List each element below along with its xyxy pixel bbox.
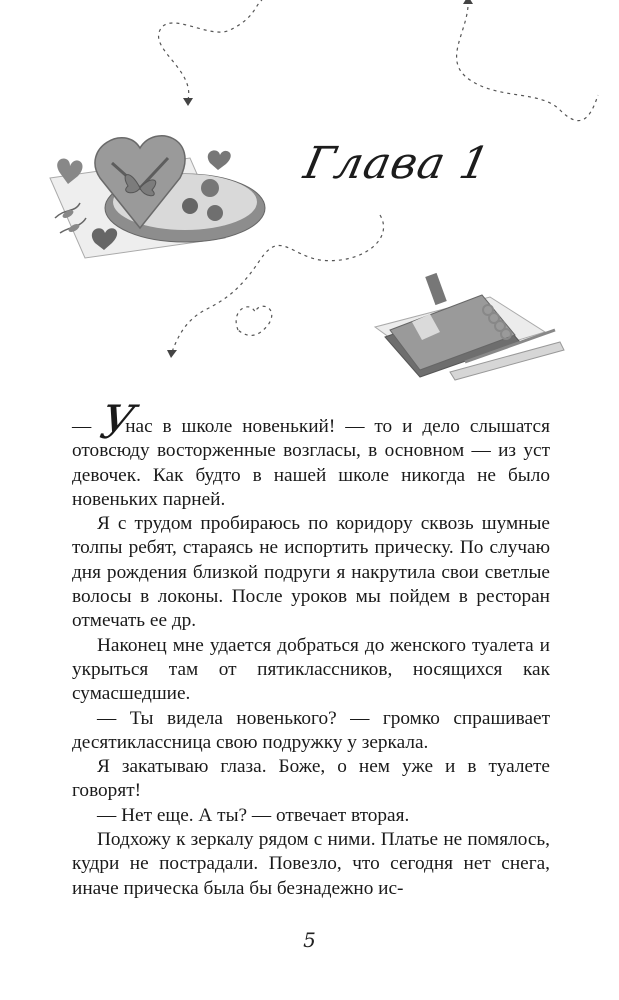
page-number: 5 xyxy=(303,928,316,952)
paragraph-5: Я закатываю глаза. Боже, о нем уже и в туалете говорят! xyxy=(72,756,550,802)
chapter-body xyxy=(72,395,550,901)
chapter-title: Глава 1 xyxy=(299,138,495,189)
paragraph-1-text: нас в школе новенький! — то и дело слышатся отовсюду восторженные возгласы, в основном — из уст девочек. Как будто в нашей школе никогда не было новеньких парней. xyxy=(72,416,550,510)
paragraph-2: Я с трудом пробираюсь по коридору сквозь шумные толпы ребят, стараясь не испортить прическу. По случаю дня рождения близкой подруги я накрутила свои светлые волосы в локоны. После уроков мы пойдем в ресторан отмечать ее др. xyxy=(72,513,550,632)
drop-cap-initial: У xyxy=(96,395,140,449)
paragraph-7: Подхожу к зеркалу рядом с ними. Платье не помялось, кудри не пострадали. Повезло, что сегодня нет снега, иначе прическа была бы безнадежно ис- xyxy=(72,829,550,899)
heart-chocolate-box-illustration xyxy=(40,118,270,268)
paragraph-3: Наконец мне удается добраться до женского туалета и укрыться там от пятиклассников, носящихся как сумасшедшие. xyxy=(72,634,550,705)
paragraph-4: — Ты видела новенького? — громко спрашивает десятиклассница свою подружку у зеркала. xyxy=(72,707,550,753)
paragraph-6: — Нет еще. А ты? — отвечает вторая. xyxy=(97,804,410,826)
paragraph-1: — Унас в школе новенький! — то и дело слышатся отовсюду восторженные возгласы, в основном — из уст девочек. Как будто в нашей школе никогда не было новеньких парней. xyxy=(72,395,550,510)
notebook-and-pencil-illustration xyxy=(370,262,570,387)
